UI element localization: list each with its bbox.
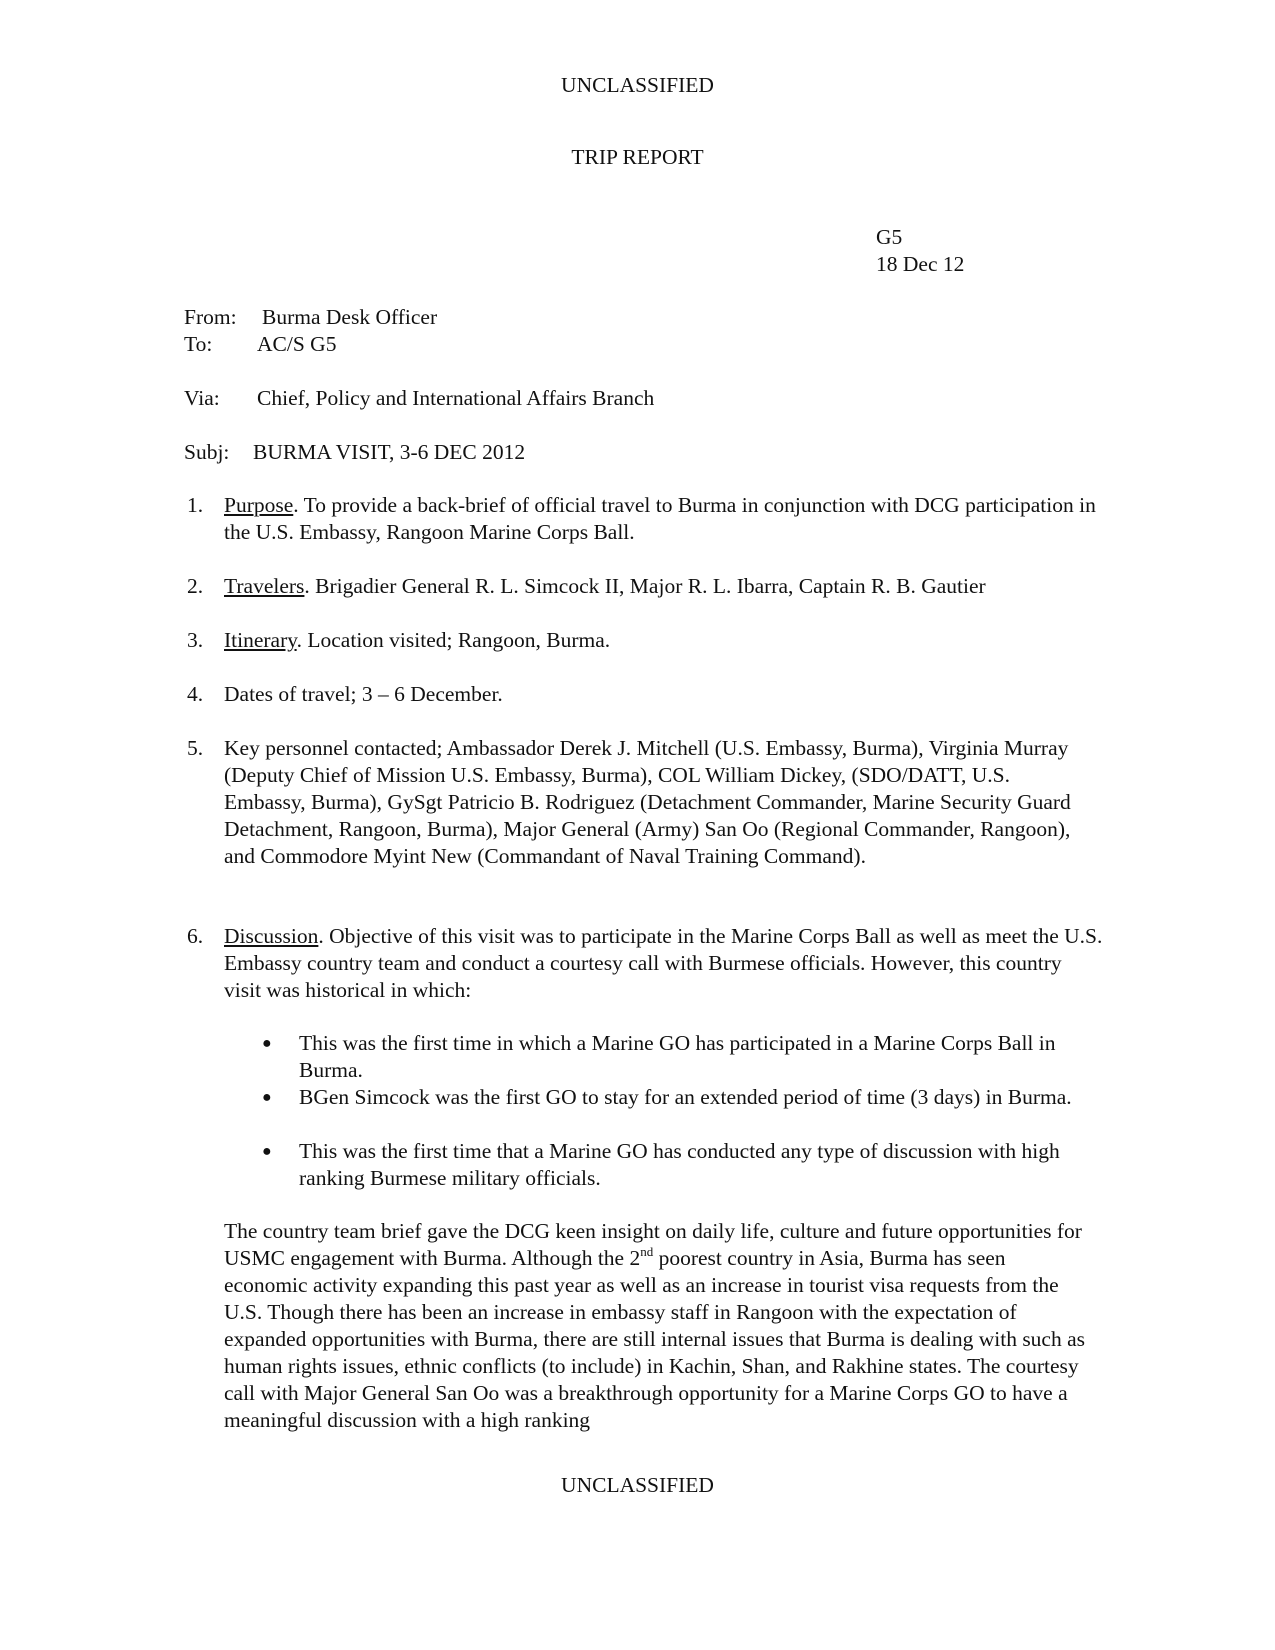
closing-text-part2: poorest country in Asia, Burma has seen economic activity expanding this past year as well as an increase in tourist visa requests from the U.S. Though there has been an increase in embassy staff in Rangoon with the expectation of expanded opportunities with Burma, there are still internal issues that Burma is dealing with such as human rights issues, ethnic conflicts (to include) in Kachin, Shan, and Rakhine states. The courtesy call with Major General San Oo was a breakthrough opportunity for a Marine Corps GO to have a meaningful discussion with a high ranking <box>224 1246 1086 1432</box>
item-dates <box>224 681 1104 708</box>
ordinal-superscript: nd <box>640 1243 654 1259</box>
document-title: TRIP REPORT <box>571 145 704 169</box>
from-value: Burma Desk Officer <box>262 305 438 329</box>
via-label: Via: <box>184 386 220 410</box>
bullet-item: BGen Simcock was the first GO to stay for an extended period of time (3 days) in Burma. <box>299 1085 1072 1109</box>
item-itinerary <box>224 627 1104 654</box>
bullet-item: This was the first time that a Marine GO has conducted any type of discussion with high ranking Burmese military officials. <box>299 1139 1060 1190</box>
item-number: 3. <box>187 628 204 652</box>
closing-text-part1: The country team brief gave the DCG keen insight on daily life, culture and future opportunities for USMC engagement with Burma. Although the 2 <box>224 1219 1082 1270</box>
item-text: . Brigadier General R. L. Simcock II, Major R. L. Ibarra, Captain R. B. Gautier <box>304 574 986 598</box>
bullet-dot-icon: ● <box>262 1035 272 1052</box>
to-value: AC/S G5 <box>257 332 337 356</box>
bullet-item: This was the first time in which a Marine GO has participated in a Marine Corps Ball in Burma. <box>299 1031 1056 1082</box>
item-number: 1. <box>187 493 204 517</box>
item-number: 2. <box>187 574 204 598</box>
item-key-personnel <box>224 735 1074 870</box>
subject-label: Subj: <box>184 440 230 464</box>
classification-marking-top: UNCLASSIFIED <box>561 73 714 97</box>
item-text: Dates of travel; 3 – 6 December. <box>224 682 503 706</box>
to-label: To: <box>184 332 213 356</box>
item-number: 6. <box>187 924 204 948</box>
item-heading: Travelers <box>224 574 305 598</box>
item-number: 4. <box>187 682 204 706</box>
bullet-dot-icon: ● <box>262 1089 272 1106</box>
item-discussion <box>224 923 1104 1004</box>
item-text: Key personnel contacted; Ambassador Derek J. Mitchell (U.S. Embassy, Burma), Virginia Murray (Deputy Chief of Mission U.S. Embassy, Burma), COL William Dickey, (SDO/DATT, U.S. Embassy, Burma), GySgt Patricio B. Rodriguez (Detachment Commander, Marine Security Guard Detachment, Rangoon, Burma), Major General (Army) San Oo (Regional Commander, Rangoon), and Commodore Myint New (Commandant of Naval Training Command). <box>224 736 1071 868</box>
item-heading: Itinerary <box>224 628 297 652</box>
bullet-dot-icon: ● <box>262 1143 272 1160</box>
office-code: G5 <box>876 225 903 249</box>
item-number: 5. <box>187 736 204 760</box>
item-text: . Location visited; Rangoon, Burma. <box>296 628 611 652</box>
item-text: . Objective of this visit was to participate in the Marine Corps Ball as well as meet the U.S. Embassy country team and conduct a courtesy call with Burmese officials. However, this country visit was historical in which: <box>224 924 1103 1002</box>
subject-value: BURMA VISIT, 3-6 DEC 2012 <box>253 440 526 464</box>
from-label: From: <box>184 305 237 329</box>
item-text: . To provide a back-brief of official travel to Burma in conjunction with DCG participation in the U.S. Embassy, Rangoon Marine Corps Ball. <box>224 493 1096 544</box>
item-heading: Discussion <box>224 924 319 948</box>
classification-marking-bottom: UNCLASSIFIED <box>561 1473 714 1497</box>
item-heading: Purpose <box>224 493 294 517</box>
closing-paragraph <box>224 1218 1094 1434</box>
via-value: Chief, Policy and International Affairs Branch <box>257 386 655 410</box>
memo-date: 18 Dec 12 <box>876 252 965 276</box>
item-travelers <box>224 573 1104 600</box>
item-purpose <box>224 492 1104 546</box>
